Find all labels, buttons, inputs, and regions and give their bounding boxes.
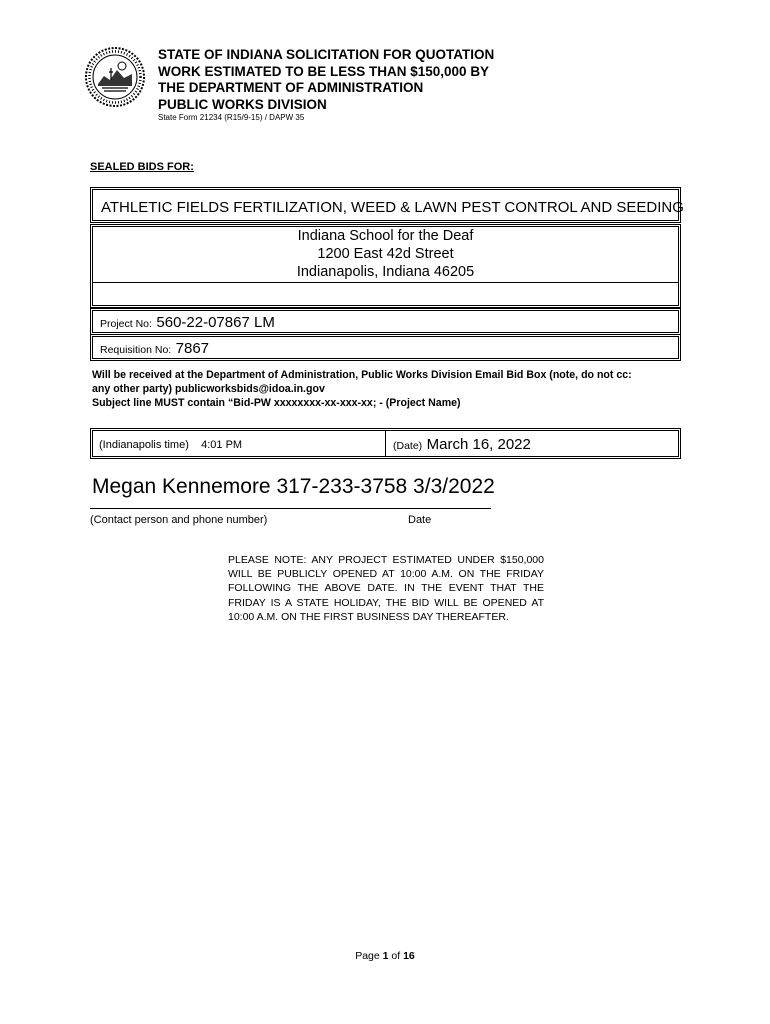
project-number-value: 560-22-07867 LM — [156, 314, 275, 331]
form-title-line: STATE OF INDIANA SOLICITATION FOR QUOTATION — [158, 47, 495, 62]
page-of: of — [388, 950, 404, 962]
contact-label: (Contact person and phone number) — [90, 514, 268, 526]
deadline-row — [90, 428, 681, 459]
requisition-number-row — [90, 334, 681, 361]
state-seal-image — [84, 46, 146, 108]
sealed-bids-label: SEALED BIDS FOR: — [90, 161, 194, 173]
address-box — [90, 224, 681, 308]
form-title-line: PUBLIC WORKS DIVISION — [158, 96, 327, 112]
requisition-number-value: 7867 — [175, 340, 210, 357]
contact-underline — [90, 508, 491, 509]
deadline-date-value: March 16, 2022 — [426, 436, 531, 453]
deadline-time-label: (Indianapolis time) — [99, 439, 189, 451]
opening-note: PLEASE NOTE: ANY PROJECT ESTIMATED UNDER $150,000 WILL BE PUBLICLY OPENED AT 10:00 A.M. ON THE FRIDAY FOLLOWING THE ABOVE DATE. IN THE EVENT THAT THE FRIDAY IS A STATE HOLIDAY, THE BID WILL BE OPENED AT 10:00 A.M. ON THE FIRST BUSINESS DAY THEREAFTER. — [228, 554, 544, 623]
address-inner-box — [93, 227, 678, 283]
address-line: 1200 East 42d Street — [317, 246, 454, 262]
address-line: Indiana School for the Deaf — [297, 228, 474, 244]
page-total: 16 — [403, 950, 415, 962]
instructions-subject-line: Subject line MUST contain “Bid-PW xxxxxxxx-xx-xxx-xx; - (Project Name) — [92, 397, 461, 409]
project-number-label: Project No: — [100, 318, 152, 330]
instructions-prefix: Will be received at the — [92, 369, 207, 381]
project-title-box — [90, 187, 684, 223]
project-number-row — [90, 308, 681, 335]
contact-info: Megan Kennemore 317-233-3758 3/3/2022 — [92, 475, 495, 498]
requisition-number-label: Requisition No: — [100, 344, 172, 356]
instructions-email-line: any other party) publicworksbids@idoa.in.gov — [92, 383, 325, 395]
deadline-date-label: (Date) — [393, 440, 423, 452]
page-prefix: Page — [355, 950, 383, 962]
instructions-bid-box: Department of Administration, Public Works Division Email Bid Box (note, do not cc: — [206, 369, 632, 381]
contact-date-label: Date — [408, 514, 432, 526]
deadline-divider — [385, 431, 386, 456]
form-title-line: WORK ESTIMATED TO BE LESS THAN $150,000 BY — [158, 63, 490, 79]
project-title: ATHLETIC FIELDS FERTILIZATION, WEED & LAWN PEST CONTROL AND SEEDING — [101, 199, 684, 216]
page-number — [0, 950, 770, 962]
address-line: Indianapolis, Indiana 46205 — [296, 264, 475, 280]
page-current: 1 — [382, 950, 389, 962]
deadline-time-value: 4:01 PM — [201, 439, 243, 451]
submission-instructions — [92, 368, 632, 410]
form-title-line: THE DEPARTMENT OF ADMINISTRATION — [158, 80, 424, 95]
form-title — [158, 47, 494, 113]
form-number: State Form 21234 (R15/9-15) / DAPW 35 — [158, 113, 305, 122]
